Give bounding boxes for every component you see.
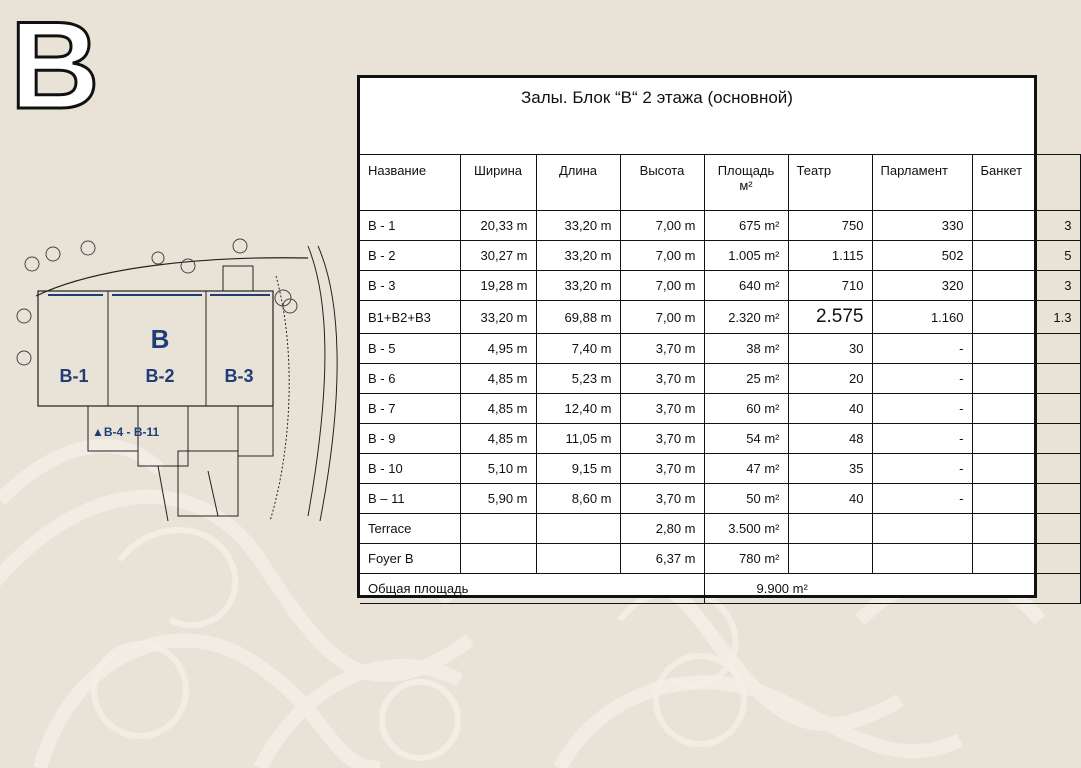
cell-name: B - 6 [360, 364, 460, 394]
cell-parliament: 1.160 [872, 301, 972, 334]
cell-width [460, 544, 536, 574]
header-theater: Театр [788, 155, 872, 211]
header-banquet: Банкет [972, 155, 1080, 211]
cell-name: Foyer B [360, 544, 460, 574]
halls-table [360, 154, 1081, 604]
cell-width: 4,85 m [460, 424, 536, 454]
cell-theater: 750 [788, 211, 872, 241]
table-row [360, 454, 1080, 484]
cell-height: 7,00 m [620, 241, 704, 271]
cell-name: Terrace [360, 514, 460, 544]
table-row [360, 544, 1080, 574]
cell-height: 3,70 m [620, 424, 704, 454]
cell-banquet: 1.3 [972, 301, 1080, 334]
cell-width [460, 514, 536, 544]
cell-name: B - 9 [360, 424, 460, 454]
cell-width: 4,85 m [460, 364, 536, 394]
cell-theater: 710 [788, 271, 872, 301]
cell-area: 50 m² [704, 484, 788, 514]
cell-area: 60 m² [704, 394, 788, 424]
plan-label-b: B [150, 324, 170, 354]
cell-height: 7,00 m [620, 271, 704, 301]
cell-width: 19,28 m [460, 271, 536, 301]
table-row [360, 301, 1080, 334]
cell-width: 20,33 m [460, 211, 536, 241]
header-area: Площадь м² [704, 155, 788, 211]
cell-theater: 40 [788, 484, 872, 514]
cell-area: 3.500 m² [704, 514, 788, 544]
table-row [360, 271, 1080, 301]
cell-height: 7,00 m [620, 301, 704, 334]
cell-height: 7,00 m [620, 211, 704, 241]
cell-banquet [972, 514, 1080, 544]
cell-name: B - 7 [360, 394, 460, 424]
cell-length: 11,05 m [536, 424, 620, 454]
cell-area: 47 m² [704, 454, 788, 484]
cell-width: 5,10 m [460, 454, 536, 484]
cell-theater: 48 [788, 424, 872, 454]
cell-banquet: 3 [972, 211, 1080, 241]
cell-height: 3,70 m [620, 484, 704, 514]
cell-theater: 40 [788, 394, 872, 424]
table-header-row [360, 155, 1080, 211]
cell-name: B - 2 [360, 241, 460, 271]
cell-length: 7,40 m [536, 334, 620, 364]
cell-parliament: 320 [872, 271, 972, 301]
cell-length [536, 544, 620, 574]
plan-label-b1: B-1 [59, 366, 89, 386]
cell-banquet [972, 424, 1080, 454]
table-row [360, 241, 1080, 271]
cell-banquet [972, 394, 1080, 424]
cell-width: 33,20 m [460, 301, 536, 334]
total-label: Общая площадь [360, 574, 704, 604]
block-letter: B [10, 0, 100, 135]
cell-length: 5,23 m [536, 364, 620, 394]
cell-parliament: - [872, 454, 972, 484]
cell-length: 8,60 m [536, 484, 620, 514]
header-parliament: Парламент [872, 155, 972, 211]
cell-parliament: - [872, 424, 972, 454]
cell-height: 3,70 m [620, 454, 704, 484]
cell-banquet: 5 [972, 241, 1080, 271]
cell-area: 1.005 m² [704, 241, 788, 271]
cell-area: 54 m² [704, 424, 788, 454]
header-width: Ширина [460, 155, 536, 211]
cell-name: B - 10 [360, 454, 460, 484]
cell-area: 2.320 m² [704, 301, 788, 334]
cell-area: 38 m² [704, 334, 788, 364]
cell-height: 3,70 m [620, 364, 704, 394]
cell-theater: 30 [788, 334, 872, 364]
cell-parliament: 330 [872, 211, 972, 241]
cell-theater: 35 [788, 454, 872, 484]
cell-banquet [972, 334, 1080, 364]
cell-name: B - 1 [360, 211, 460, 241]
cell-parliament: - [872, 334, 972, 364]
cell-name: B - 5 [360, 334, 460, 364]
cell-banquet: 3 [972, 271, 1080, 301]
plan-label-b3: B-3 [224, 366, 254, 386]
header-length: Длина [536, 155, 620, 211]
cell-banquet [972, 544, 1080, 574]
floor-plan [8, 236, 338, 536]
cell-parliament: 502 [872, 241, 972, 271]
cell-parliament [872, 544, 972, 574]
cell-theater: 2.575 [788, 301, 872, 334]
cell-length: 33,20 m [536, 211, 620, 241]
cell-parliament: - [872, 394, 972, 424]
table-title: Залы. Блок “B“ 2 этажа (основной) [521, 88, 793, 107]
cell-area: 640 m² [704, 271, 788, 301]
cell-theater: 20 [788, 364, 872, 394]
cell-height: 2,80 m [620, 514, 704, 544]
table-row [360, 424, 1080, 454]
cell-parliament: - [872, 484, 972, 514]
cell-banquet [972, 364, 1080, 394]
halls-table-panel [357, 75, 1072, 598]
table-row [360, 514, 1080, 544]
total-value: 9.900 m² [704, 574, 1080, 604]
table-row [360, 211, 1080, 241]
plan-label-b4-b11: ▲B-4 - B-11 [92, 425, 160, 439]
cell-length: 12,40 m [536, 394, 620, 424]
cell-area: 25 m² [704, 364, 788, 394]
table-row [360, 394, 1080, 424]
table-row [360, 484, 1080, 514]
cell-length: 33,20 m [536, 241, 620, 271]
cell-area: 675 m² [704, 211, 788, 241]
cell-area: 780 m² [704, 544, 788, 574]
plan-label-b2: B-2 [145, 366, 175, 386]
header-name: Название [360, 155, 460, 211]
cell-theater: 1.115 [788, 241, 872, 271]
header-height: Высота [620, 155, 704, 211]
table-row [360, 364, 1080, 394]
cell-height: 3,70 m [620, 394, 704, 424]
cell-width: 5,90 m [460, 484, 536, 514]
cell-length [536, 514, 620, 544]
total-row [360, 574, 1080, 604]
cell-banquet [972, 484, 1080, 514]
cell-height: 3,70 m [620, 334, 704, 364]
cell-length: 9,15 m [536, 454, 620, 484]
cell-parliament [872, 514, 972, 544]
cell-height: 6,37 m [620, 544, 704, 574]
cell-theater [788, 514, 872, 544]
cell-banquet [972, 454, 1080, 484]
cell-name: B - 3 [360, 271, 460, 301]
cell-parliament: - [872, 364, 972, 394]
cell-width: 4,95 m [460, 334, 536, 364]
cell-width: 4,85 m [460, 394, 536, 424]
cell-name: B – 11 [360, 484, 460, 514]
cell-name: B1+B2+B3 [360, 301, 460, 334]
cell-width: 30,27 m [460, 241, 536, 271]
cell-theater [788, 544, 872, 574]
table-row [360, 334, 1080, 364]
cell-length: 33,20 m [536, 271, 620, 301]
cell-length: 69,88 m [536, 301, 620, 334]
